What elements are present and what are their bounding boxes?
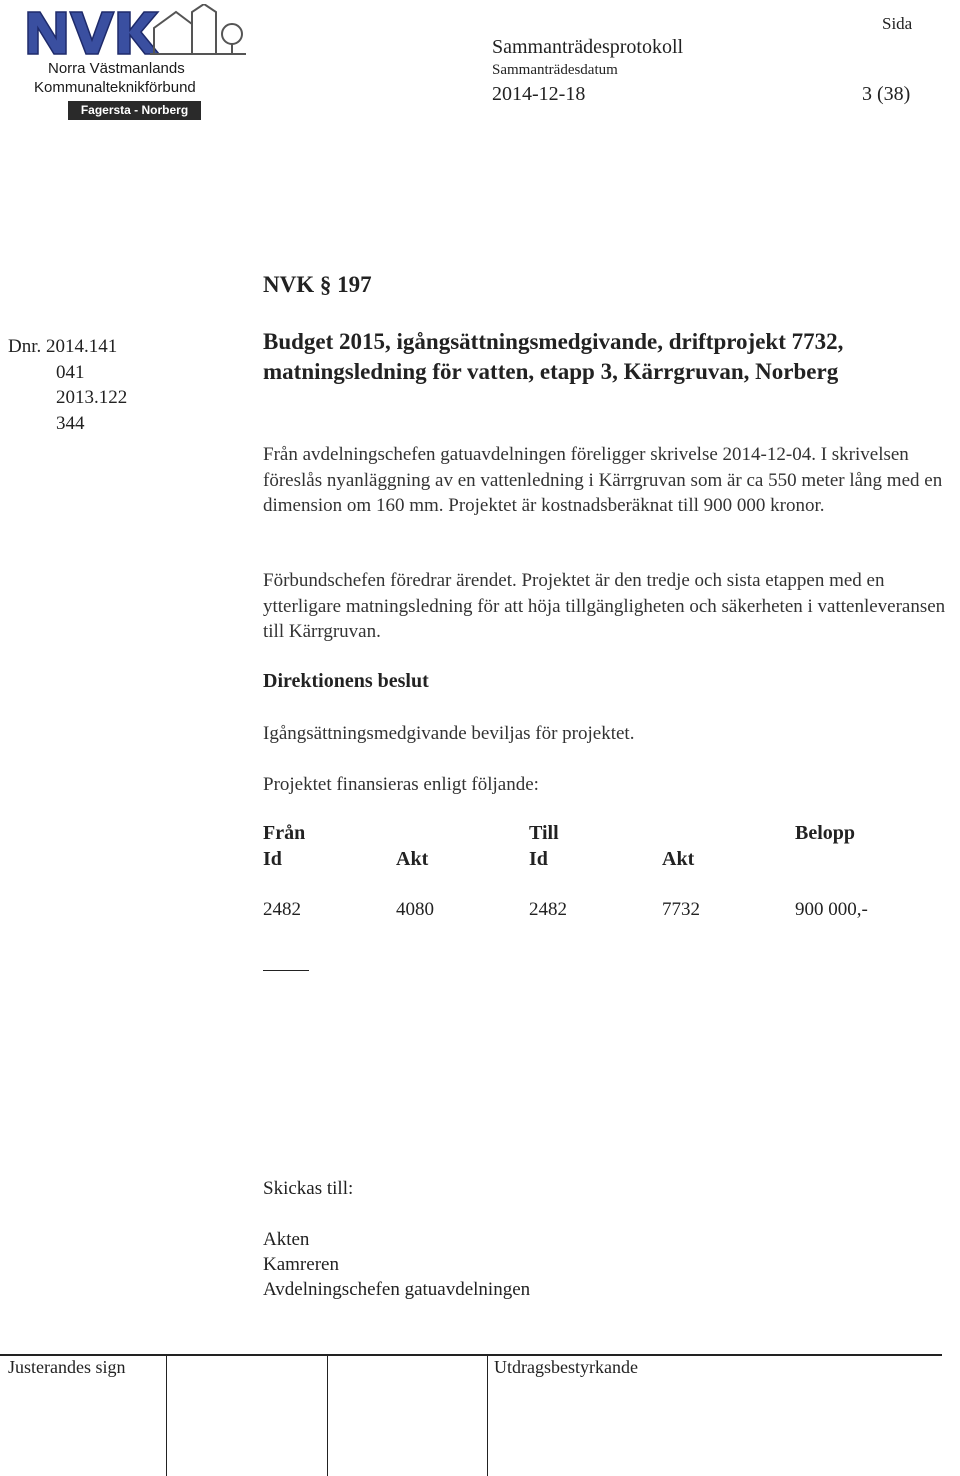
dnr-line: Dnr. 2014.141 [8, 336, 118, 357]
footer-divider [487, 1354, 488, 1476]
decision-heading: Direktionens beslut [263, 670, 429, 692]
cell-from-akt: 4080 [396, 899, 434, 920]
cell-amount: 900 000,- [795, 899, 868, 920]
recipient: Kamreren [263, 1254, 339, 1275]
body-paragraph: Förbundschefen föredrar ärendet. Projektet är den tredje och sista etappen med en ytterligare matningsledning för att höja tillgängligheten och säkerheten i vattenleveransen till Kärrgruvan. [263, 570, 946, 642]
col-head-to: Till [529, 822, 559, 844]
dnr-line: 344 [56, 412, 85, 434]
col-sub-akt-from: Akt [396, 848, 429, 870]
certifier-label: Utdragsbestyrkande [494, 1357, 638, 1377]
separator-rule [263, 970, 309, 971]
col-sub-akt-to: Akt [662, 848, 695, 870]
logo-org-line2: Kommunalteknikförbund [34, 79, 196, 96]
logo-sub-bar: Fagersta - Norberg [68, 101, 201, 120]
cell-to-id: 2482 [529, 899, 567, 920]
diary-numbers [8, 334, 127, 436]
decision-text: Igångsättningsmedgivande beviljas för projektet. [263, 723, 635, 744]
document-type: Sammanträdesprotokoll [492, 36, 684, 58]
page-number: 3 (38) [862, 83, 911, 105]
col-sub-id-from: Id [263, 848, 282, 870]
body-paragraph: Från avdelningschefen gatuavdelningen föreligger skrivelse 2014-12-04. I skrivelsen föreslås nyanläggning av en vattenledning i Kärrgruvan som är ca 550 meter lång med en dimension om 160 mm. Projektet är kostnadsberäknat till 900 000 kronor. [263, 444, 943, 516]
recipient: Avdelningschefen gatuavdelningen [263, 1279, 531, 1300]
sent-to-label: Skickas till: [263, 1178, 354, 1199]
footer-divider [327, 1354, 328, 1476]
recipient: Akten [263, 1229, 310, 1250]
meeting-date: 2014-12-18 [492, 83, 586, 105]
col-sub-id-to: Id [529, 848, 548, 870]
dnr-line: 2013.122 [56, 387, 128, 408]
cell-to-akt: 7732 [662, 899, 700, 920]
adjusters-sign-label: Justerandes sign [8, 1357, 126, 1377]
item-title: Budget 2015, igångsättningsmedgivande, driftprojekt 7732, matningsledning för vatten, etapp 3, Kärrgruvan, Norberg [263, 329, 844, 384]
paragraph-number: NVK § 197 [263, 272, 372, 297]
dnr-line: 041 [56, 361, 85, 383]
footer-divider [166, 1354, 167, 1476]
col-head-from: Från [263, 822, 306, 844]
cell-from-id: 2482 [263, 899, 301, 920]
meeting-date-label: Sammanträdesdatum [492, 62, 618, 78]
footer-rule [0, 1354, 942, 1356]
page-label: Sida [882, 14, 913, 33]
col-head-amount: Belopp [795, 822, 856, 844]
logo-org-line1: Norra Västmanlands [48, 60, 185, 77]
financing-intro: Projektet finansieras enligt följande: [263, 774, 539, 795]
